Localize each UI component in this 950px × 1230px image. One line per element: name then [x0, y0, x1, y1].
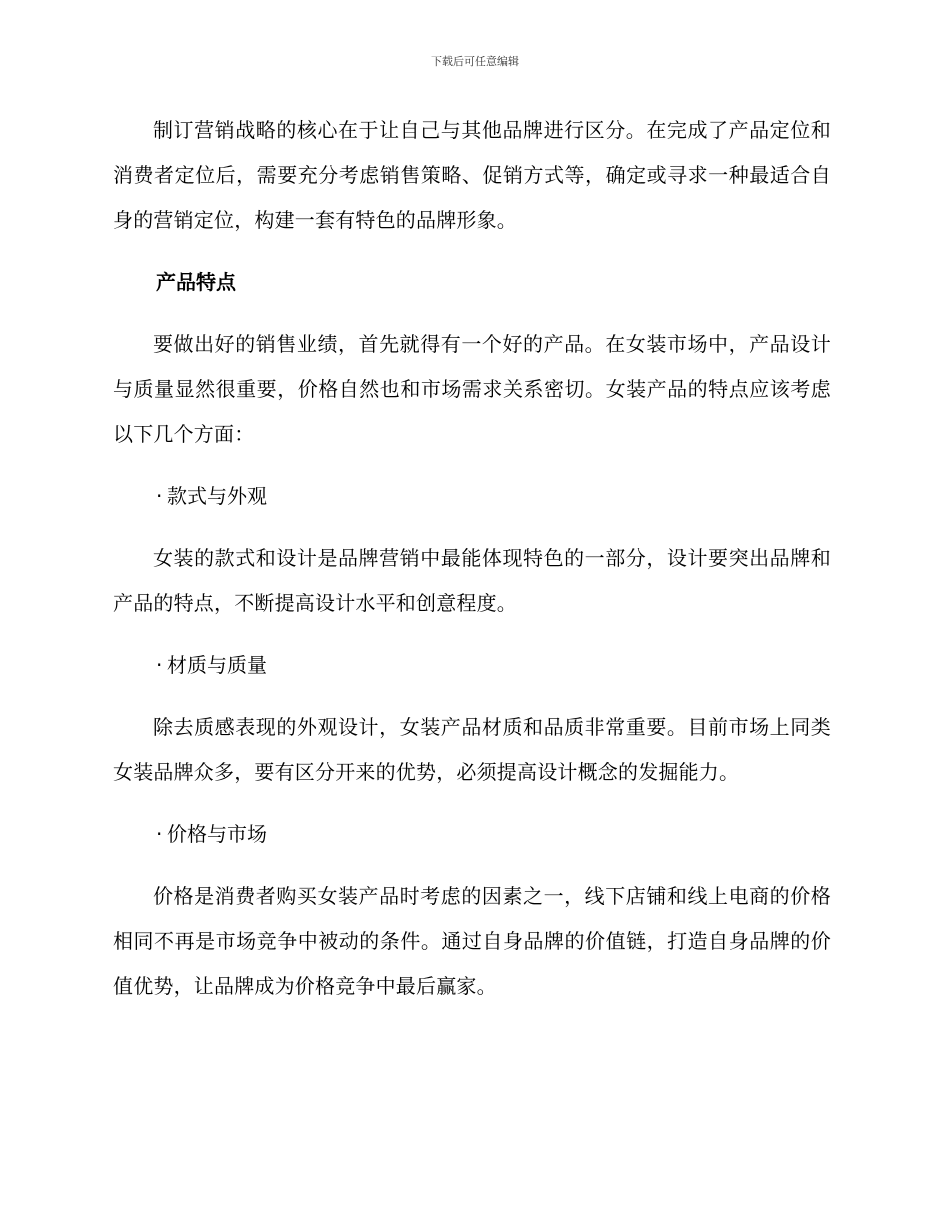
- bullet-title: 价格与市场: [167, 822, 267, 846]
- intro-paragraph: 制订营销战略的核心在于让自己与其他品牌进行区分。在完成了产品定位和消费者定位后，需要充分考虑销售策略、促销方式等，确定或寻求一种最适合自身的营销定位，构建一套有特色的品牌形象。: [113, 118, 831, 232]
- bullet-body-paragraph: 除去质感表现的外观设计，女装产品材质和品质非常重要。目前市场上同类女装品牌众多，要有区分开来的优势，必须提高设计概念的发掘能力。: [113, 715, 831, 784]
- bullet-item: [113, 474, 831, 519]
- section-intro-paragraph: 要做出好的销售业绩，首先就得有一个好的产品。在女装市场中，产品设计与质量显然很重要，价格自然也和市场需求关系密切。女装产品的特点应该考虑以下几个方面：: [113, 332, 831, 446]
- bullet-title: 材质与质量: [167, 653, 267, 677]
- document-body: [113, 108, 831, 1026]
- header-note: 下载后可任意编辑: [431, 55, 519, 68]
- bullet-marker: ·: [156, 653, 163, 677]
- bullet-marker: ·: [156, 484, 163, 508]
- bullet-item: [113, 812, 831, 857]
- bullet-title: 款式与外观: [167, 484, 267, 508]
- bullet-body-paragraph: 女装的款式和设计是品牌营销中最能体现特色的一部分，设计要突出品牌和产品的特点，不断提高设计水平和创意程度。: [113, 546, 831, 615]
- bullet-marker: ·: [156, 822, 163, 846]
- section-heading: 产品特点: [156, 270, 236, 294]
- bullet-item: [113, 643, 831, 688]
- bullet-body-paragraph: 价格是消费者购买女装产品时考虑的因素之一，线下店铺和线上电商的价格相同不再是市场竞争中被动的条件。通过自身品牌的价值链，打造自身品牌的价值优势，让品牌成为价格竞争中最后赢家。: [113, 884, 831, 998]
